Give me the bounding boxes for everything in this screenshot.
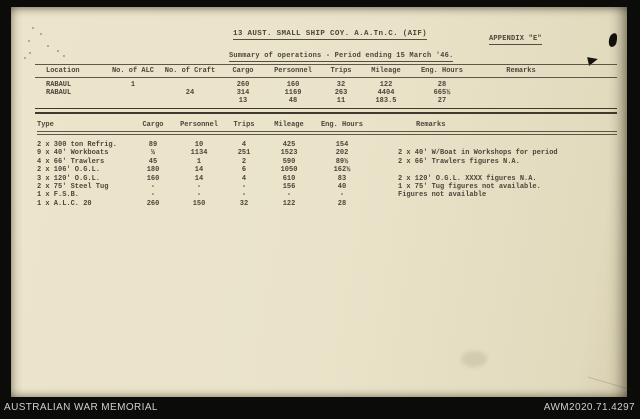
table-cell: 1134 [190,149,208,158]
table-cell: 1169 [284,89,302,97]
table-cell: 425 [282,141,296,149]
table-cell [107,97,159,105]
institution-label: AUSTRALIAN WAR MEMORIAL [4,402,158,413]
table-cell: 314 [236,89,250,97]
ink-blot [607,32,618,48]
table-cell [370,141,617,149]
table-cell: 150 [192,199,206,208]
table-cell: 4 [241,174,247,183]
table-cell: 2 x 300 ton Refrig. [37,141,117,149]
table-cell: 48 [288,97,298,105]
table-cell: 160 [286,81,300,89]
table-cell: - [286,191,292,200]
table-cell: 11 [336,97,346,105]
table-cell [159,97,221,105]
table-cell: 40 [337,182,347,191]
table-cell: - [339,191,345,200]
table-cell: 13 [238,97,248,105]
table-cell: - [150,182,156,191]
table-cell: - [241,182,247,191]
column-header: Eng. Hours [420,67,463,75]
table-cell: 4 [241,141,247,149]
table-cell: 24 [185,89,195,97]
column-header: Cargo [142,121,164,129]
table-cell [473,81,617,89]
table1-header-rule [35,77,617,78]
table-cell: - [196,191,202,200]
column-header: Eng. Hours [320,121,363,129]
table-cell: 2 x 66' Trawlers figures N.A. [398,157,520,166]
table-cell: 28 [437,81,447,89]
column-header: Mileage [371,67,401,75]
table1-header-row [35,67,617,75]
table-cell: 14 [194,174,204,183]
table-cell: 2 x 75' Steel Tug [37,182,109,191]
column-header: Personnel [274,67,312,75]
table-cell: 122 [379,81,393,89]
document-title: 13 AUST. SMALL SHIP COY. A.A.Tn.C. (AIF) [233,30,428,38]
column-header: No. of ALC [111,67,154,75]
table-cell: 83 [337,174,347,183]
table-cell: 4 x 66' Trawlers [37,157,105,166]
table-cell: 4404 [377,89,395,97]
table-cell [370,200,617,208]
table-cell: 162½ [333,166,351,175]
column-header: Remarks [416,121,446,129]
table-cell: 251 [237,149,251,158]
table-cell: 1 x A.L.C. 20 [37,199,92,208]
column-header: Trips [233,121,255,129]
column-header: Mileage [274,121,304,129]
table-cell: 122 [282,199,296,208]
appendix-label: APPENDIX "E" [489,35,542,43]
table-cell: 1 [196,157,202,166]
table-cell: 14 [194,166,204,175]
document-page [11,7,627,397]
table-cell [473,97,617,105]
table-cell: 32 [336,81,346,89]
table-cell: 154 [335,141,349,149]
table-cell: 1 x 75' Tug figures not available. [398,182,541,191]
column-header: Cargo [232,67,254,75]
table-cell: Figures not available [398,191,487,200]
caption-bar [0,397,640,419]
table1-body [35,81,617,105]
table-cell: 260 [236,81,250,89]
table-cell: 28 [337,199,347,208]
table-cell [159,81,221,89]
table-cell: 45 [148,157,158,166]
table-cell: 1523 [280,149,298,158]
column-header: Location [46,67,80,75]
table-cell [473,89,617,97]
table-cell: 89½ [335,157,349,166]
table-cell: - [196,182,202,191]
table-cell: - [150,191,156,200]
table-cell: 590 [282,157,296,166]
table1-top-rule [35,64,617,65]
table-cell: 156 [282,182,296,191]
table-cell [370,166,617,174]
table-cell: 2 x 40' W/Boat in Workshops for period [398,149,558,158]
column-header: Personnel [180,121,218,129]
table-cell: 263 [334,89,348,97]
table-cell: 160 [146,174,160,183]
table-cell: 183.5 [375,97,397,105]
table-cell: 2 [241,157,247,166]
table-cell [107,89,159,97]
table-cell: 665½ [433,89,451,97]
table-cell: 1 [130,81,136,89]
column-header: No. of Craft [164,67,216,75]
table2-header-rule [37,131,617,135]
table2-header-row [37,121,617,129]
table-cell: 1 x F.S.B. [37,191,80,200]
table-cell: 2 x 120' O.G.L. XXXX figures N.A. [398,174,537,183]
column-header: Type [37,121,54,129]
table-cell: 202 [335,149,349,158]
accession-number: AWM2020.71.4297 [543,402,635,413]
table-cell: ½ [150,149,156,158]
document-subtitle: Summary of operations - Period ending 15 March '46. [229,52,454,60]
table-cell: - [241,191,247,200]
paper-crease [588,377,632,391]
table-cell: 1050 [280,166,298,175]
table-cell: 3 x 120' O.G.L. [37,174,101,183]
table-cell [35,97,107,105]
table-cell: 27 [437,97,447,105]
table-cell: RABAUL [46,81,72,89]
table-cell: RABAUL [46,89,72,97]
table-cell: 180 [146,166,160,175]
table2-body [37,141,617,208]
paper-smudge [461,351,487,367]
table-cell: 2 x 106' O.G.L. [37,166,101,175]
table-cell: 9 x 40' Workboats [37,149,109,158]
table-cell: 610 [282,174,296,183]
table-cell: 6 [241,166,247,175]
table-cell: 10 [194,141,204,149]
table-cell: 32 [239,199,249,208]
column-header: Remarks [506,67,536,75]
column-header: Trips [330,67,352,75]
table1-bottom-rule [35,108,617,114]
table-cell: 89 [148,141,158,149]
table-cell: 260 [146,199,160,208]
